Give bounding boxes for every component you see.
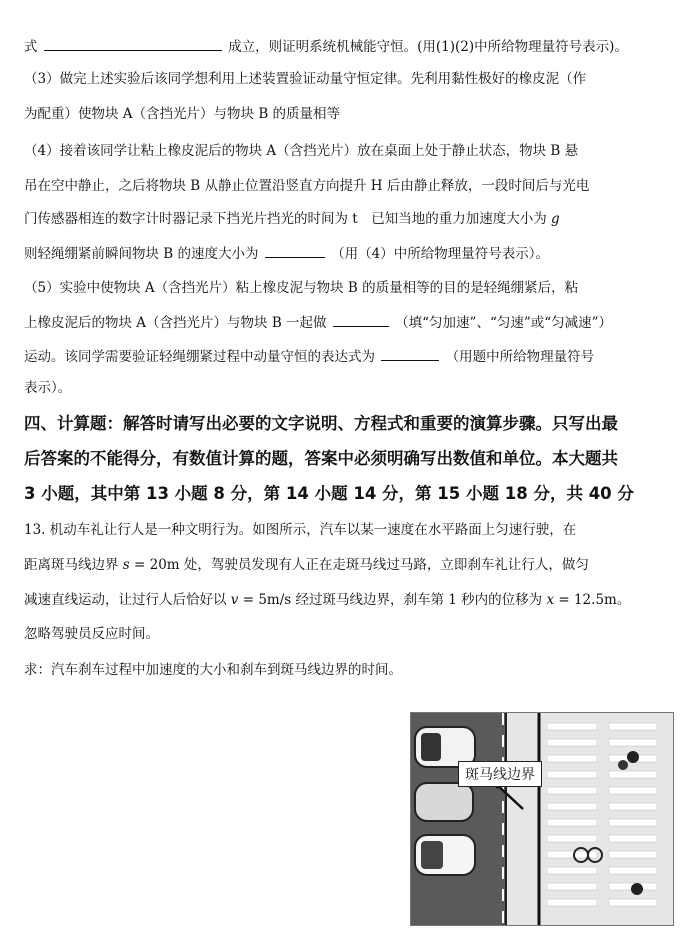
text-fragment: 门传感器相连的数字计时器记录下挡光片挡光的时间为 t 已知当地的重力加速度大小为	[24, 211, 547, 227]
text-fragment: 上橡皮泥后的物块 A（含挡光片）与物块 B 一起做	[24, 315, 327, 331]
section-heading: 四、计算题：解答时请写出必要的文字说明、方程式和重要的演算步骤。只写出最	[24, 414, 618, 433]
text-line	[24, 209, 677, 229]
answer-blank	[265, 243, 325, 258]
text-fragment: = 5m/s 经过斑马线边界，刹车第 1 秒内的位移为	[238, 592, 547, 608]
text-fragment: 距离斑马线边界	[24, 557, 123, 573]
text-line: （3）做完上述实验后该同学想利用上述装置验证动量守恒定律。先利用黏性极好的橡皮泥（作	[24, 71, 587, 87]
displacement-symbol: x	[546, 592, 555, 608]
text-fragment: 减速直线运动，让过行人后恰好以	[24, 592, 231, 608]
answer-blank	[44, 36, 222, 51]
text-line	[24, 312, 677, 333]
distance-symbol: s	[122, 557, 130, 573]
text-line	[24, 346, 677, 367]
question-text	[24, 555, 677, 575]
text-fragment: 式	[24, 39, 38, 55]
gravity-symbol: g	[551, 211, 560, 227]
text-line	[24, 36, 677, 57]
crosswalk-figure	[410, 712, 674, 926]
text-fragment: （用（4）中所给物理量符号表示）。	[331, 246, 549, 262]
text-line	[24, 243, 677, 264]
text-fragment: = 12.5m。	[554, 592, 631, 608]
text-line: （4）接着该同学让粘上橡皮泥后的物块 A（含挡光片）放在桌面上处于静止状态，物块 B 悬	[24, 143, 579, 159]
text-fragment: = 20m 处，驾驶员发现有人正在走斑马线过马路，立即刹车礼让行人，做匀	[129, 557, 589, 573]
question-text: 忽略驾驶员反应时间。	[24, 626, 159, 642]
velocity-symbol: v	[230, 592, 239, 608]
question-text: 求：汽车刹车过程中加速度的大小和刹车到斑马线边界的时间。	[24, 662, 402, 678]
text-line: 为配重）使物块 A（含挡光片）与物块 B 的质量相等	[24, 106, 341, 122]
text-fragment: 则轻绳绷紧前瞬间物块 B 的速度大小为	[24, 246, 259, 262]
answer-blank	[333, 312, 389, 327]
text-fragment: （用题中所给物理量符号	[445, 349, 595, 365]
answer-blank	[381, 346, 439, 361]
text-fragment: 成立，则证明系统机械能守恒。(用(1)(2)中所给物理量符号表示)。	[228, 39, 628, 55]
crosswalk-boundary-label: 斑马线边界	[458, 761, 542, 787]
text-line: 吊在空中静止，之后将物块 B 从静止位置沿竖直方向提升 H 后由静止释放，一段时间后与光电	[24, 178, 590, 194]
question-text: 13. 机动车礼让行人是一种文明行为。如图所示，汽车以某一速度在水平路面上匀速行驶，在	[24, 522, 577, 538]
text-fragment: 运动。该同学需要验证轻绳绷紧过程中动量守恒的表达式为	[24, 349, 375, 365]
text-line: （5）实验中使物块 A（含挡光片）粘上橡皮泥与物块 B 的质量相等的目的是轻绳绷紧后，粘	[24, 280, 579, 296]
question-text	[24, 590, 677, 610]
text-line: 表示）。	[24, 380, 72, 396]
text-fragment: （填“匀加速”、“匀速”或“匀减速”）	[395, 315, 613, 331]
section-heading: 3 小题，其中第 13 小题 8 分，第 14 小题 14 分，第 15 小题 18 分，共 40 分	[24, 484, 634, 503]
section-heading: 后答案的不能得分，有数值计算的题，答案中必须明确写出数值和单位。本大题共	[24, 449, 618, 468]
